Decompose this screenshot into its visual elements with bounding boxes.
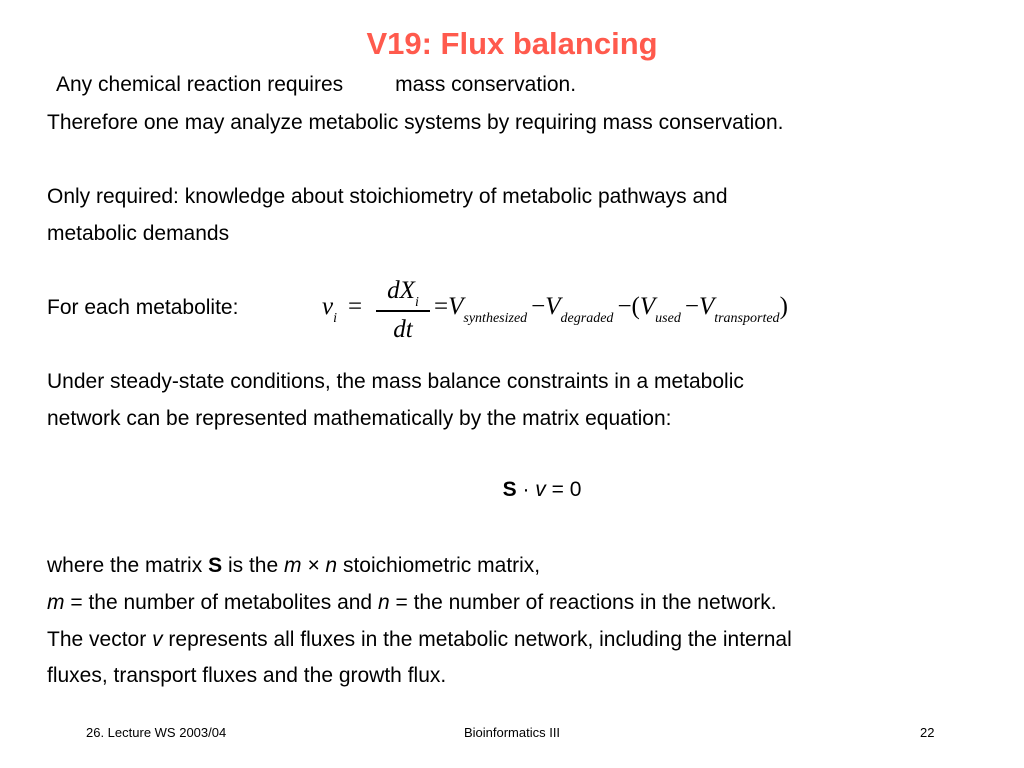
requirement-line-2: metabolic demands xyxy=(47,222,230,245)
steady-state-line-1: Under steady-state conditions, the mass balance constraints in a metabolic xyxy=(47,370,744,393)
flux-types-line: fluxes, transport fluxes and the growth flux. xyxy=(47,664,447,687)
matrix-definition-line: where the matrix S is the m × n stoichiometric matrix, xyxy=(47,554,541,577)
footer-course: Bioinformatics III xyxy=(463,725,561,740)
vector-v: v xyxy=(535,478,546,501)
matrix-s: S xyxy=(502,478,517,501)
footer-page-number: 22 xyxy=(920,725,935,740)
fraction-denominator: dt xyxy=(393,315,413,343)
derivative-fraction xyxy=(374,276,432,346)
equals-sign: = xyxy=(348,293,363,320)
steady-state-line-2: network can be represented mathematically by the matrix equation: xyxy=(47,407,672,430)
matrix-equation xyxy=(0,478,1024,502)
dimension-definition-line: m = the number of metabolites and n = the number of reactions in the network. xyxy=(47,591,777,614)
fraction-bar xyxy=(376,310,430,312)
intro-text-a: Any chemical reaction requires xyxy=(56,73,344,96)
slide-title: V19: Flux balancing xyxy=(366,26,658,61)
equals-zero: = 0 xyxy=(551,478,582,501)
dot-operator: · xyxy=(522,478,530,501)
fraction-numerator: $dX_i$ xyxy=(387,277,419,310)
flux-variable: $v_i$ xyxy=(322,293,337,326)
vector-definition-line: The vector v represents all fluxes in the metabolic network, including the internal xyxy=(47,628,792,651)
metabolite-label: For each metabolite: xyxy=(47,296,239,319)
analysis-line: Therefore one may analyze metabolic systems by requiring mass conservation. xyxy=(47,111,784,134)
footer-lecture: 26. Lecture WS 2003/04 xyxy=(86,725,227,740)
intro-line xyxy=(56,72,576,98)
intro-text-b: mass conservation. xyxy=(395,73,577,96)
requirement-line-1: Only required: knowledge about stoichiometry of metabolic pathways and xyxy=(47,185,728,208)
equation-right-side: $=V_{synthesized} -V_{degraded} -(V_{used} -V_{transported})$ xyxy=(434,293,788,326)
